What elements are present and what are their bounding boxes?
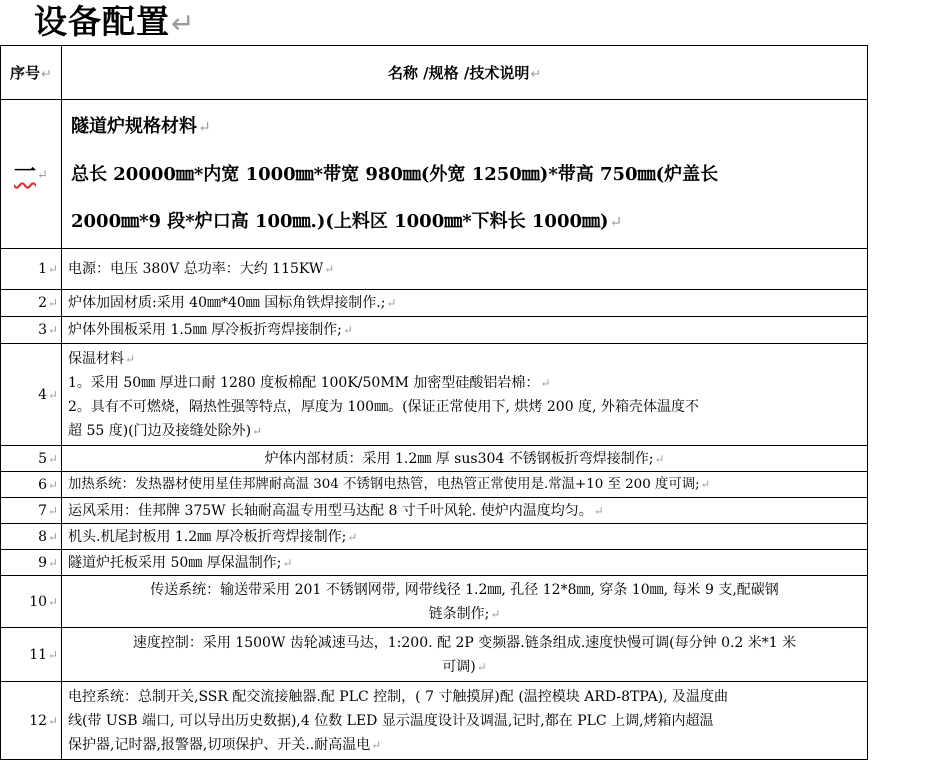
table-row [1, 576, 868, 628]
row-description: 保温材料↵ 1。采用 50㎜ 厚进口耐 1280 度板棉配 100K/50MM 加密型硅酸铝岩棉：↵ 2。具有不可燃烧，隔热性强等特点，厚度为 100㎜。(保证正常使用下, 烘烤 200 度, 外箱壳体温度不 超 55 度)(门边及接缝处除外)↵ [62, 344, 868, 446]
row-description: 运风采用：佳邦牌 375W 长轴耐高温专用型马达配 8 寸千叶风轮. 使炉内温度均匀。↵ [62, 498, 868, 524]
table-row [1, 682, 868, 760]
table-row [1, 550, 868, 576]
table-row [1, 344, 868, 446]
section-number: 一↵ [1, 100, 62, 249]
row-description: 加热系统：发热器材使用星佳邦牌耐高温 304 不锈钢电热管，电热管正常使用是.常温+10 至 200 度可调;↵ [62, 472, 868, 498]
table-row [1, 524, 868, 550]
row-description: 炉体加固材质:采用 40㎜*40㎜ 国标角铁焊接制作.;↵ [62, 290, 868, 317]
row-number: 12↵ [1, 682, 62, 760]
row-description: 传送系统：输送带采用 201 不锈钢网带, 网带线径 1.2㎜, 孔径 12*8㎜, 穿条 10㎜, 每米 9 支,配碳钢 链条制作;↵ [62, 576, 868, 628]
section-description: 隧道炉规格材料↵ 总长 20000㎜*内宽 1000㎜*带宽 980㎜(外宽 1250㎜)*带高 750㎜(炉盖长 2000㎜*9 段*炉口高 100㎜.)(上料区 1000㎜*下料长 1000㎜)↵ [62, 100, 868, 249]
equipment-config-table [0, 45, 868, 760]
page-title: 设备配置↵ [34, 2, 196, 41]
row-number: 7↵ [1, 498, 62, 524]
row-description: 隧道炉托板采用 50㎜ 厚保温制作;↵ [62, 550, 868, 576]
row-number: 10↵ [1, 576, 62, 628]
row-number: 6↵ [1, 472, 62, 498]
table-row [1, 249, 868, 290]
row-number: 4↵ [1, 344, 62, 446]
table-header-row [1, 46, 868, 100]
col-header-desc: 名称 /规格 /技术说明↵ [62, 46, 868, 100]
table-row [1, 498, 868, 524]
row-number: 5↵ [1, 446, 62, 472]
row-description: 炉体外围板采用 1.5㎜ 厚冷板折弯焊接制作;↵ [62, 317, 868, 344]
row-description: 机头.机尾封板用 1.2㎜ 厚冷板折弯焊接制作;↵ [62, 524, 868, 550]
row-description: 电控系统：总制开关,SSR 配交流接触器.配 PLC 控制，( 7 寸触摸屏)配 (温控模块 ARD-8TPA), 及温度曲 线(带 USB 端口, 可以导出历史数据),4 位数 LED 显示温度设计及调温,记时,都在 PLC 上调,烤箱内超温 保护器,记时器,报警器,切项保护、开关..耐高温电↵ [62, 682, 868, 760]
row-description: 电源：电压 380V 总功率：大约 115KW↵ [62, 249, 868, 290]
table-row [1, 472, 868, 498]
row-number: 3↵ [1, 317, 62, 344]
row-number: 9↵ [1, 550, 62, 576]
row-description: 速度控制：采用 1500W 齿轮减速马达，1:200. 配 2P 变频器.链条组成.速度快慢可调(每分钟 0.2 米*1 米 可调)↵ [62, 628, 868, 682]
row-number: 2↵ [1, 290, 62, 317]
row-number: 8↵ [1, 524, 62, 550]
row-number: 11↵ [1, 628, 62, 682]
table-row [1, 628, 868, 682]
table-row [1, 317, 868, 344]
table-row [1, 290, 868, 317]
table-row-section [1, 100, 868, 249]
table-row [1, 446, 868, 472]
row-description: 炉体内部材质：采用 1.2㎜ 厚 sus304 不锈钢板折弯焊接制作;↵ [62, 446, 868, 472]
row-number: 1↵ [1, 249, 62, 290]
col-header-num: 序号↵ [1, 46, 62, 100]
